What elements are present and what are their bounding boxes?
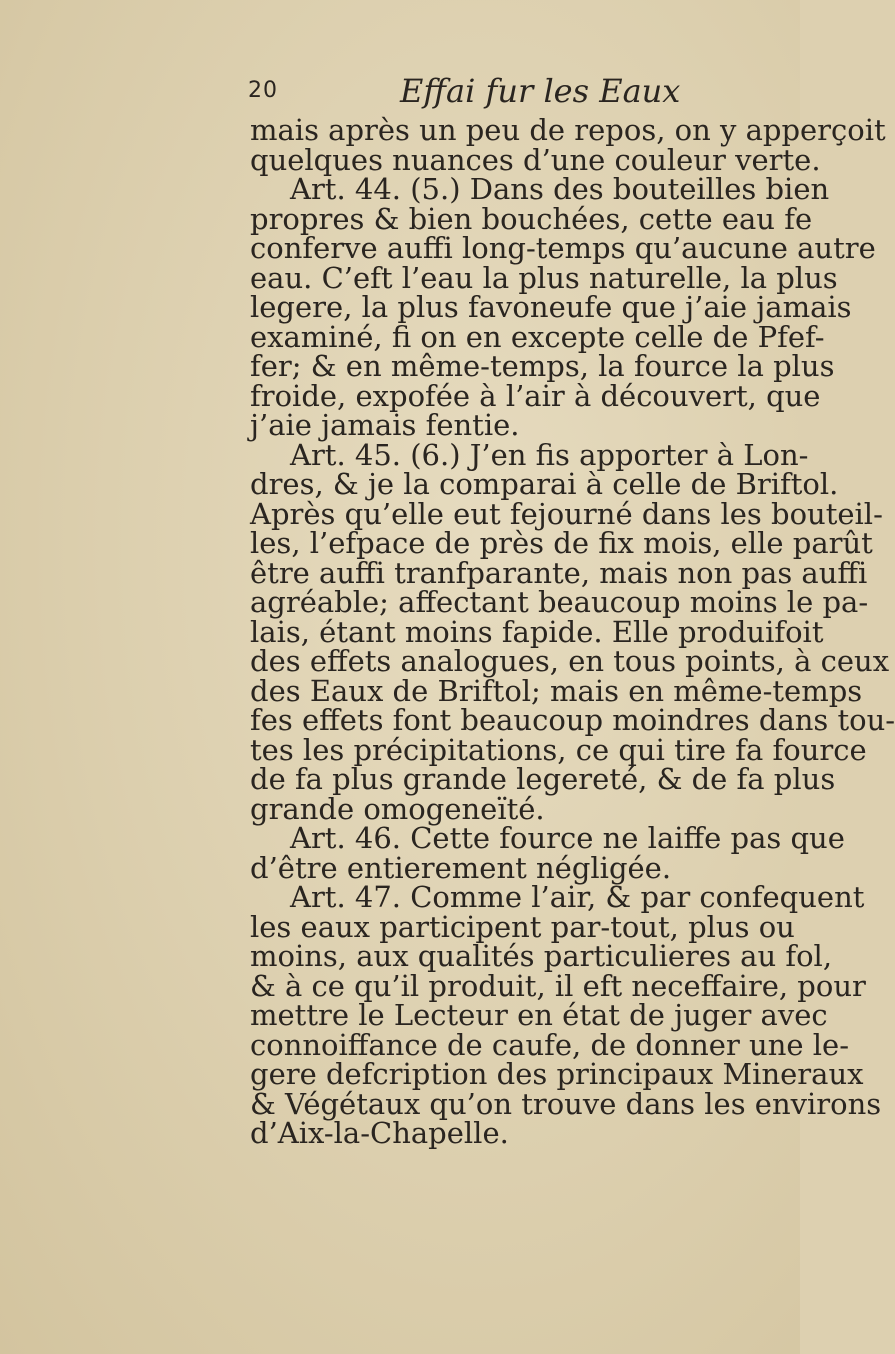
text-line: des effets analogues, en tous points, à ceux bbox=[250, 644, 890, 678]
text-line: propres & bien bouchées, cette eau fe bbox=[250, 201, 813, 236]
text-line: fes effets font beaucoup moindres dans tou- bbox=[250, 703, 895, 737]
text-line: agréable; affectant beaucoup moins le pa- bbox=[250, 585, 869, 619]
text-line: & Végétaux qu’on trouve dans les environs bbox=[250, 1086, 882, 1121]
text-line: mettre le Lecteur en état de juger avec bbox=[250, 998, 828, 1032]
text-line: Après qu’elle eut fejourné dans les bouteil- bbox=[250, 496, 883, 531]
text-line: Art. 46. Cette fource ne laiffe pas que bbox=[290, 821, 845, 855]
text-line: de fa plus grande legereté, & de fa plus bbox=[250, 762, 836, 796]
text-line: dres, & je la comparai à celle de Briftol. bbox=[250, 467, 839, 501]
page-number: 20 bbox=[248, 78, 278, 103]
text-line: fer; & en même-temps, la fource la plus bbox=[250, 349, 835, 383]
text-line: eau. C’eft l’eau la plus naturelle, la plus bbox=[250, 260, 838, 295]
text-line: gere defcription des principaux Mineraux bbox=[250, 1057, 864, 1091]
text-line: moins, aux qualités particulieres au fol, bbox=[250, 939, 833, 973]
text-line: j’aie jamais fentie. bbox=[250, 408, 520, 442]
text-line: mais après un peu de repos, on y apperçoit bbox=[250, 113, 886, 147]
text-line: & à ce qu’il produit, il eft neceffaire, pour bbox=[250, 968, 866, 1003]
text-line: examiné, fi on en excepte celle de Pfef- bbox=[250, 319, 825, 354]
text-line: d’Aix-la-Chapelle. bbox=[250, 1116, 509, 1150]
text-line: Art. 45. (6.) J’en fis apporter à Lon- bbox=[290, 437, 809, 472]
text-line: d’être entierement négligée. bbox=[250, 850, 672, 885]
text-line: connoiffance de caufe, de donner une le- bbox=[250, 1027, 850, 1062]
text-line: tes les précipitations, ce qui tire fa fource bbox=[250, 732, 867, 767]
text-line: Art. 47. Comme l’air, & par confequent bbox=[290, 880, 865, 914]
text-line: froide, expofée à l’air à découvert, que bbox=[250, 378, 821, 413]
text-line: les eaux participent par-tout, plus ou bbox=[250, 909, 795, 944]
page-header bbox=[248, 72, 681, 112]
text-line: grande omogeneïté. bbox=[250, 791, 545, 826]
text-line: les, l’efpace de près de fix mois, elle parût bbox=[250, 526, 873, 560]
text-line: Art. 44. (5.) Dans des bouteilles bien bbox=[290, 172, 830, 206]
body-text bbox=[250, 113, 895, 1150]
text-line: des Eaux de Briftol; mais en même-temps bbox=[250, 673, 863, 708]
text-line: être auffi tranfparante, mais non pas auffi bbox=[250, 555, 868, 590]
running-title: Effai fur les Eaux bbox=[400, 72, 681, 110]
text-line: conferve auffi long-temps qu’aucune autre bbox=[250, 231, 876, 265]
text-line: lais, étant moins fapide. Elle produifoit bbox=[250, 614, 824, 649]
text-line: quelques nuances d’une couleur verte. bbox=[250, 142, 821, 177]
text-line: legere, la plus favoneufe que j’aie jamais bbox=[250, 290, 852, 324]
